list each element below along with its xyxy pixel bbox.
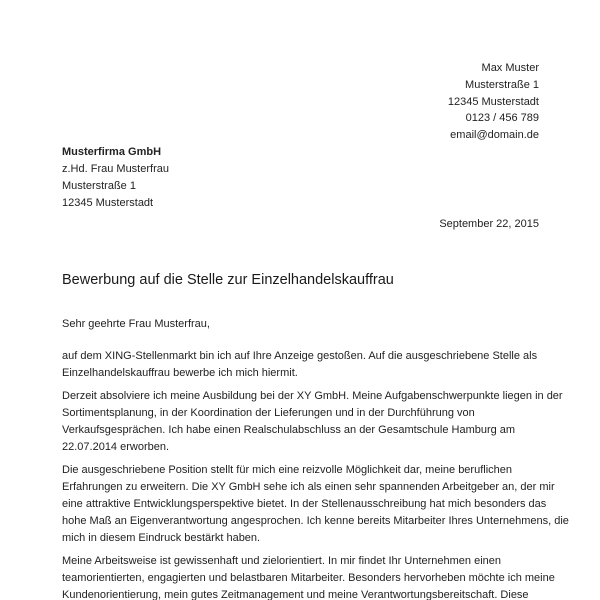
recipient-company: Musterfirma GmbH [62,146,162,158]
letter-salutation: Sehr geehrte Frau Musterfrau, [62,318,210,330]
body-paragraph [62,388,563,456]
sender-city: 12345 Musterstadt [447,95,539,108]
body-line: hohe Maß an Eigenverantwortung angesprochen. Ich kenne bereits Mitarbeiter Ihres Unternehmens, die [62,515,569,527]
body-line: auf dem XING-Stellenmarkt bin ich auf Ihre Anzeige gestoßen. Auf die ausgeschriebene Stelle als [62,350,538,362]
recipient-city: 12345 Musterstadt [62,197,154,209]
body-line: eine attraktive Entwicklungsperspektive bietet. In der Stellenausschreibung hat mich besonders das [62,498,547,510]
body-line: Verkaufsgesprächen. Ich habe einen Realschulabschluss an der Gesamtschule Hamburg am [62,424,516,436]
body-line: Derzeit absolviere ich meine Ausbildung bei der XY GmbH. Meine Aufgabenschwerpunkte liegen in der [62,390,563,402]
body-line: Erfahrungen zu erweitern. Die XY GmbH sehe ich als einen sehr spannenden Arbeitgeber an, der mir [62,481,555,493]
body-line: Kundenorientierung, mein gutes Zeitmanagement und meine Verantwortungsbereitschaft. Diese [62,589,529,600]
letter-subject: Bewerbung auf die Stelle zur Einzelhandelskauffrau [62,272,394,288]
body-line: mich in diesem Eindruck bestärkt haben. [62,532,261,544]
body-line: Sortimentsplanung, in der Koordination der Lieferungen und in der Durchführung von [62,407,475,419]
recipient-attention: z.Hd. Frau Musterfrau [62,163,169,175]
body-line: Einzelhandelskauffrau bewerbe ich mich hiermit. [62,367,298,379]
sender-name: Max Muster [481,62,539,74]
body-paragraph [62,462,569,547]
body-line: 22.07.2014 erworben. [62,441,170,453]
recipient-street: Musterstraße 1 [62,180,136,192]
body-paragraph [62,348,542,382]
letter-body [62,348,569,600]
recipient-address-block [62,144,169,212]
sender-address-block [448,60,539,144]
body-line: teamorientierten, engagierten und belastbaren Mitarbeiter. Besonders hervorheben möchte ich meine [62,572,555,584]
sender-phone: 0123 / 456 789 [465,112,539,125]
body-line: Meine Arbeitsweise ist gewissenhaft und zielorientiert. In mir findet Ihr Unternehmen einen [62,555,502,567]
sender-street: Musterstraße 1 [465,78,539,91]
body-line: Die ausgeschriebene Position stellt für mich eine reizvolle Möglichkeit dar, meine beruflichen [62,464,513,476]
sender-email: email@domain.de [450,129,539,142]
body-paragraph [62,553,555,600]
letter-date: September 22, 2015 [439,218,539,230]
